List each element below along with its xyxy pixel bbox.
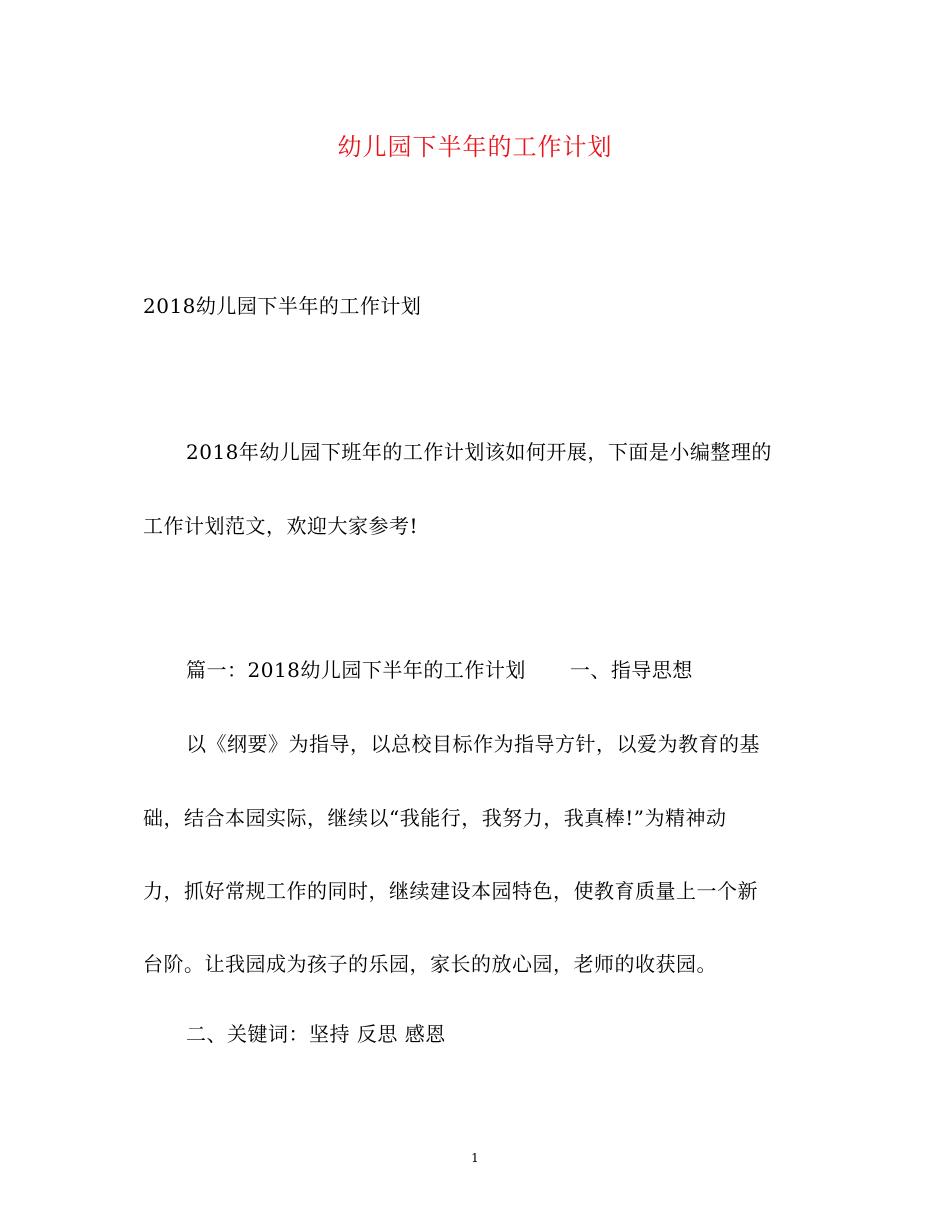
intro-line-1: 2018年幼儿园下班年的工作计划该如何开展，下面是小编整理的 xyxy=(186,440,772,464)
document-subtitle: 2018幼儿园下半年的工作计划 xyxy=(143,294,422,318)
keywords-line: 二、关键词：坚持 反思 感恩 xyxy=(186,1022,446,1046)
paragraph-line-1: 以《纲要》为指导，以总校目标作为指导方针，以爱为教育的基 xyxy=(186,732,760,756)
page-number: 1 xyxy=(471,1151,479,1165)
paragraph-line-4: 台阶。让我园成为孩子的乐园，家长的放心园，老师的收获园。 xyxy=(143,952,717,976)
document-title: 幼儿园下半年的工作计划 xyxy=(337,133,613,161)
section-heading xyxy=(186,656,693,684)
section-heading-article: 篇一：2018幼儿园下半年的工作计划 xyxy=(186,658,526,682)
intro-line-2: 工作计划范文，欢迎大家参考! xyxy=(143,514,419,538)
section-heading-guiding-thought: 一、指导思想 xyxy=(569,658,693,682)
paragraph-line-2: 础，结合本园实际，继续以“我能行，我努力，我真棒!”为精神动 xyxy=(143,806,727,830)
paragraph-line-3: 力，抓好常规工作的同时，继续建设本园特色，使教育质量上一个新 xyxy=(143,879,758,903)
